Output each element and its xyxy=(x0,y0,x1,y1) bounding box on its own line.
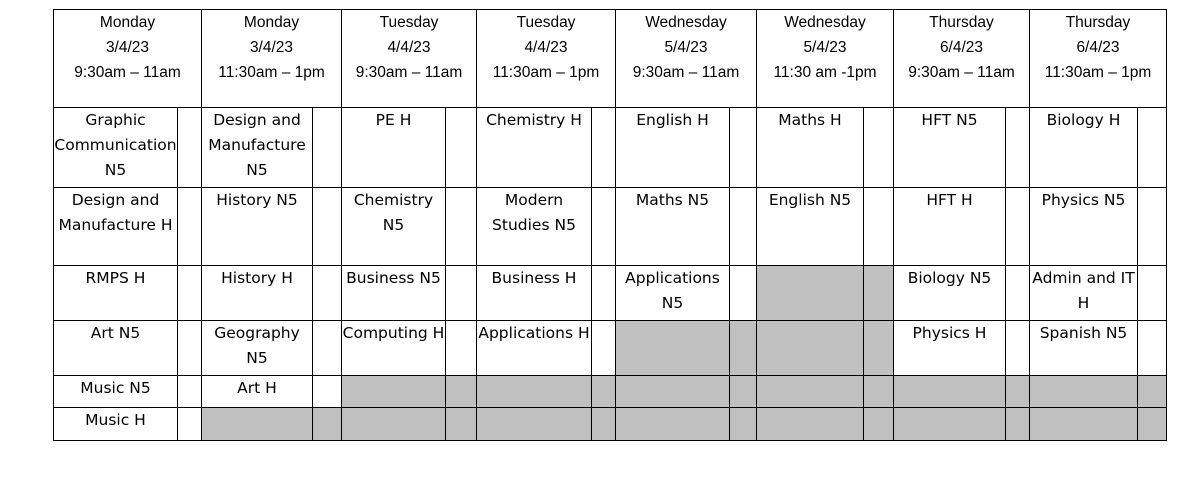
subject-cell: Design and Manufacture H xyxy=(54,188,178,266)
spacer-cell xyxy=(313,321,342,376)
subject-cell: Biology H xyxy=(1030,108,1138,188)
timetable-row xyxy=(54,108,1167,188)
spacer-cell xyxy=(178,321,202,376)
subject-cell xyxy=(616,376,730,408)
subject-cell: Design and Manufacture N5 xyxy=(202,108,313,188)
subject-cell: Art N5 xyxy=(54,321,178,376)
subject-cell: Geography N5 xyxy=(202,321,313,376)
subject-cell: Business H xyxy=(477,266,592,321)
subject-cell: History H xyxy=(202,266,313,321)
subject-cell xyxy=(757,376,864,408)
exam-timetable xyxy=(53,9,1167,441)
spacer-cell xyxy=(864,321,894,376)
spacer-cell xyxy=(446,376,477,408)
header-cell-monday-pm: Monday 3/4/23 11:30am – 1pm xyxy=(202,10,342,108)
subject-cell xyxy=(477,376,592,408)
spacer-cell xyxy=(730,266,757,321)
subject-cell: Biology N5 xyxy=(894,266,1006,321)
subject-cell: Physics N5 xyxy=(1030,188,1138,266)
subject-cell: Modern Studies N5 xyxy=(477,188,592,266)
spacer-cell xyxy=(178,188,202,266)
header-row xyxy=(54,10,1167,108)
spacer-cell xyxy=(446,408,477,441)
spacer-cell xyxy=(178,108,202,188)
spacer-cell xyxy=(730,321,757,376)
spacer-cell xyxy=(1138,376,1167,408)
spacer-cell xyxy=(1138,266,1167,321)
subject-cell xyxy=(757,266,864,321)
subject-cell: Applications N5 xyxy=(616,266,730,321)
spacer-cell xyxy=(446,108,477,188)
timetable-row xyxy=(54,266,1167,321)
subject-cell: History N5 xyxy=(202,188,313,266)
spacer-cell xyxy=(1138,188,1167,266)
subject-cell: Music H xyxy=(54,408,178,441)
spacer-cell xyxy=(1006,108,1030,188)
spacer-cell xyxy=(1006,188,1030,266)
subject-cell: Physics H xyxy=(894,321,1006,376)
spacer-cell xyxy=(446,321,477,376)
subject-cell: HFT H xyxy=(894,188,1006,266)
spacer-cell xyxy=(592,188,616,266)
spacer-cell xyxy=(730,188,757,266)
spacer-cell xyxy=(1138,408,1167,441)
subject-cell: Art H xyxy=(202,376,313,408)
subject-cell: Spanish N5 xyxy=(1030,321,1138,376)
spacer-cell xyxy=(592,321,616,376)
timetable-row xyxy=(54,188,1167,266)
spacer-cell xyxy=(446,266,477,321)
timetable-row xyxy=(54,376,1167,408)
subject-cell: Maths N5 xyxy=(616,188,730,266)
subject-cell: Business N5 xyxy=(342,266,446,321)
header-cell-thursday-am: Thursday 6/4/23 9:30am – 11am xyxy=(894,10,1030,108)
subject-cell xyxy=(616,408,730,441)
subject-cell: Admin and IT H xyxy=(1030,266,1138,321)
subject-cell xyxy=(1030,376,1138,408)
spacer-cell xyxy=(592,376,616,408)
spacer-cell xyxy=(313,108,342,188)
subject-cell xyxy=(616,321,730,376)
spacer-cell xyxy=(178,408,202,441)
spacer-cell xyxy=(313,188,342,266)
spacer-cell xyxy=(1138,108,1167,188)
spacer-cell xyxy=(1006,408,1030,441)
subject-cell: English H xyxy=(616,108,730,188)
timetable-row xyxy=(54,321,1167,376)
subject-cell: Applications H xyxy=(477,321,592,376)
header-cell-tuesday-pm: Tuesday 4/4/23 11:30am – 1pm xyxy=(477,10,616,108)
subject-cell: HFT N5 xyxy=(894,108,1006,188)
subject-cell xyxy=(894,376,1006,408)
subject-cell xyxy=(342,408,446,441)
subject-cell: PE H xyxy=(342,108,446,188)
spacer-cell xyxy=(1138,321,1167,376)
spacer-cell xyxy=(592,408,616,441)
spacer-cell xyxy=(864,266,894,321)
subject-cell xyxy=(202,408,313,441)
subject-cell: Computing H xyxy=(342,321,446,376)
timetable-row xyxy=(54,408,1167,441)
spacer-cell xyxy=(1006,376,1030,408)
spacer-cell xyxy=(313,408,342,441)
spacer-cell xyxy=(864,108,894,188)
subject-cell xyxy=(894,408,1006,441)
subject-cell: Maths H xyxy=(757,108,864,188)
subject-cell xyxy=(757,321,864,376)
subject-cell xyxy=(477,408,592,441)
spacer-cell xyxy=(592,108,616,188)
spacer-cell xyxy=(313,266,342,321)
spacer-cell xyxy=(730,376,757,408)
spacer-cell xyxy=(178,266,202,321)
spacer-cell xyxy=(730,408,757,441)
spacer-cell xyxy=(730,108,757,188)
subject-cell: Chemistry N5 xyxy=(342,188,446,266)
spacer-cell xyxy=(592,266,616,321)
spacer-cell xyxy=(313,376,342,408)
spacer-cell xyxy=(864,188,894,266)
subject-cell: Chemistry H xyxy=(477,108,592,188)
header-cell-wednesday-am: Wednesday 5/4/23 9:30am – 11am xyxy=(616,10,757,108)
subject-cell: Music N5 xyxy=(54,376,178,408)
spacer-cell xyxy=(446,188,477,266)
subject-cell: English N5 xyxy=(757,188,864,266)
header-cell-wednesday-pm: Wednesday 5/4/23 11:30 am -1pm xyxy=(757,10,894,108)
header-cell-monday-am: Monday 3/4/23 9:30am – 11am xyxy=(54,10,202,108)
spacer-cell xyxy=(864,376,894,408)
spacer-cell xyxy=(178,376,202,408)
subject-cell xyxy=(1030,408,1138,441)
spacer-cell xyxy=(864,408,894,441)
subject-cell: Graphic Communication N5 xyxy=(54,108,178,188)
spacer-cell xyxy=(1006,321,1030,376)
header-cell-tuesday-am: Tuesday 4/4/23 9:30am – 11am xyxy=(342,10,477,108)
subject-cell xyxy=(342,376,446,408)
spacer-cell xyxy=(1006,266,1030,321)
subject-cell xyxy=(757,408,864,441)
header-cell-thursday-pm: Thursday 6/4/23 11:30am – 1pm xyxy=(1030,10,1167,108)
subject-cell: RMPS H xyxy=(54,266,178,321)
